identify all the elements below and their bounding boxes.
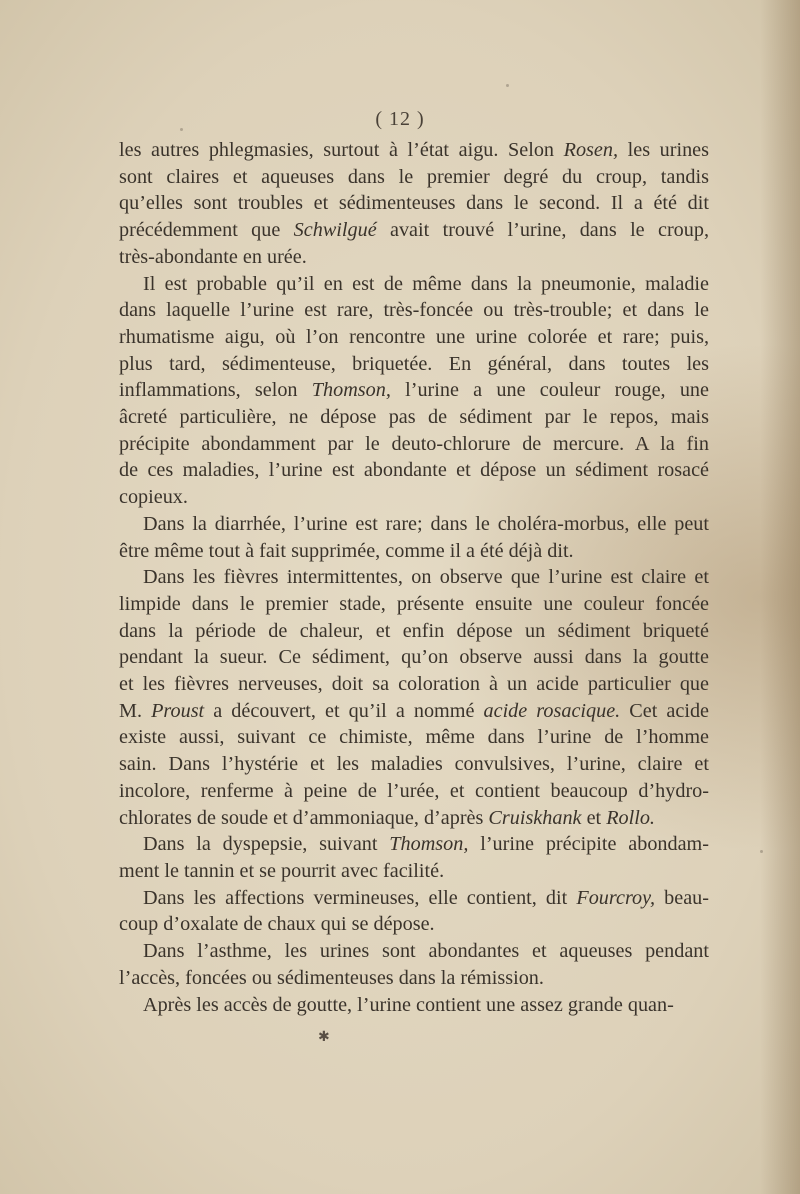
text-run: chlorates de soude et d’ammoniaque, d’après bbox=[119, 806, 489, 829]
paragraph-p7 bbox=[119, 938, 709, 991]
paragraph-p2 bbox=[119, 271, 709, 511]
paper-speck bbox=[490, 545, 493, 548]
text-run: l’urine a une couleur rouge, une bbox=[390, 379, 709, 402]
text-line bbox=[119, 484, 709, 511]
text-run: très-abondante en urée. bbox=[119, 245, 307, 268]
paragraph-p5 bbox=[119, 831, 709, 884]
text-line bbox=[119, 271, 709, 298]
text-run: incolore, renferme à peine de l’urée, et contient beaucoup d’hydro- bbox=[119, 779, 709, 802]
italic-name: acide rosacique. bbox=[483, 699, 621, 722]
text-line bbox=[119, 938, 709, 965]
text-run: précédemment que bbox=[119, 219, 294, 242]
text-run: inflammations, selon bbox=[119, 379, 312, 402]
text-run: Dans les affections vermineuses, elle contient, dit bbox=[143, 886, 577, 909]
page-number: ( 12 ) bbox=[375, 108, 425, 130]
page-edge-shadow bbox=[760, 0, 800, 1194]
paper-speck bbox=[760, 850, 763, 853]
text-line bbox=[119, 538, 709, 565]
text-run: coup d’oxalate de chaux qui se dépose. bbox=[119, 913, 435, 936]
text-run: copieux. bbox=[119, 486, 188, 509]
text-line bbox=[119, 965, 709, 992]
italic-name: Schwilgué bbox=[293, 219, 377, 242]
text-line bbox=[119, 644, 709, 671]
text-line bbox=[119, 805, 709, 832]
text-run: M. bbox=[119, 699, 152, 722]
text-line bbox=[119, 911, 709, 938]
text-run: dans laquelle l’urine est rare, très-foncée ou très-trouble; et dans le bbox=[119, 299, 709, 322]
text-line bbox=[119, 457, 709, 484]
text-run: Dans la diarrhée, l’urine est rare; dans le choléra-morbus, elle peut bbox=[143, 512, 709, 535]
text-line bbox=[119, 244, 709, 271]
text-line bbox=[119, 511, 709, 538]
text-run: Dans les fièvres intermittentes, on observe que l’urine est claire et bbox=[143, 566, 709, 589]
text-line bbox=[119, 698, 709, 725]
italic-name: Proust bbox=[151, 699, 205, 722]
paragraph-p6 bbox=[119, 885, 709, 938]
text-line bbox=[119, 671, 709, 698]
italic-name: Thomson, bbox=[311, 379, 391, 402]
paragraph-p3 bbox=[119, 511, 709, 564]
text-run: existe aussi, suivant ce chimiste, même dans l’urine de l’homme bbox=[119, 726, 709, 749]
text-line bbox=[119, 377, 709, 404]
text-line bbox=[119, 564, 709, 591]
text-line bbox=[119, 858, 709, 885]
text-run: de ces maladies, l’urine est abondante et dépose un sédiment rosacé bbox=[119, 459, 709, 482]
text-line bbox=[119, 324, 709, 351]
body-text bbox=[119, 137, 709, 1018]
text-run: avait trouvé l’urine, dans le croup, bbox=[376, 219, 709, 242]
text-run: les autres phlegmasies, surtout à l’état aigu. Selon bbox=[119, 139, 564, 161]
italic-name: Rollo. bbox=[606, 806, 655, 829]
text-run: précipite abondamment par le deuto-chlorure de mercure. A la fin bbox=[119, 432, 709, 455]
text-run: pendant la sueur. Ce sédiment, qu’on observe aussi dans la goutte bbox=[119, 646, 709, 669]
text-line bbox=[119, 351, 709, 378]
text-run: et les fièvres nerveuses, doit sa coloration à un acide particulier que bbox=[119, 673, 709, 696]
text-run: Il est probable qu’il en est de même dans la pneumonie, maladie bbox=[143, 272, 709, 295]
text-line bbox=[119, 591, 709, 618]
paragraph-p4 bbox=[119, 564, 709, 831]
text-line bbox=[119, 885, 709, 912]
text-run: a découvert, et qu’il a nommé bbox=[204, 699, 484, 722]
text-run: âcreté particulière, ne dépose pas de sédiment par le repos, mais bbox=[119, 406, 709, 429]
text-run: rhumatisme aigu, où l’on rencontre une urine colorée et rare; puis, bbox=[119, 325, 709, 348]
text-line bbox=[119, 217, 709, 244]
text-run: les urines bbox=[618, 139, 709, 161]
text-run: être même tout à fait supprimée, comme il a été déjà dit. bbox=[119, 539, 574, 562]
printer-ornament-icon: ✱ bbox=[318, 1029, 330, 1045]
italic-name: Fourcroy, bbox=[576, 886, 656, 909]
text-run: Dans la dyspepsie, suivant bbox=[143, 833, 390, 856]
text-run: qu’elles sont troubles et sédimenteuses dans le second. Il a été dit bbox=[119, 192, 709, 215]
text-line bbox=[119, 404, 709, 431]
italic-name: Thomson, bbox=[389, 833, 469, 856]
text-run: Après les accès de goutte, l’urine contient une assez grande quan- bbox=[143, 993, 674, 1016]
text-line bbox=[119, 751, 709, 778]
text-run: sont claires et aqueuses dans le premier degré du croup, tandis bbox=[119, 165, 709, 188]
paragraph-p8 bbox=[119, 992, 709, 1019]
text-run: et bbox=[581, 806, 607, 829]
text-run: l’accès, foncées ou sédimenteuses dans la rémission. bbox=[119, 966, 544, 989]
text-line bbox=[119, 831, 709, 858]
text-run: ment le tannin et se pourrit avec facilité. bbox=[119, 859, 445, 882]
text-line bbox=[119, 137, 709, 164]
text-run: dans la période de chaleur, et enfin dépose un sédiment briqueté bbox=[119, 619, 709, 642]
text-line bbox=[119, 992, 709, 1019]
text-run: Cet acide bbox=[620, 699, 710, 722]
text-line bbox=[119, 297, 709, 324]
text-run: sain. Dans l’hystérie et les maladies convulsives, l’urine, claire et bbox=[119, 753, 709, 776]
text-run: beau- bbox=[655, 886, 709, 909]
italic-name: Cruiskhank bbox=[488, 806, 582, 829]
text-line bbox=[119, 618, 709, 645]
text-run: Dans l’asthme, les urines sont abondantes et aqueuses pendant bbox=[143, 940, 709, 963]
text-line bbox=[119, 190, 709, 217]
text-line bbox=[119, 431, 709, 458]
text-run: limpide dans le premier stade, présente ensuite une couleur foncée bbox=[119, 592, 709, 615]
paragraph-p1 bbox=[119, 137, 709, 271]
italic-name: Rosen, bbox=[563, 139, 619, 161]
text-line bbox=[119, 778, 709, 805]
paper-speck bbox=[180, 128, 183, 131]
paper-speck bbox=[506, 84, 509, 87]
text-run: l’urine précipite abondam- bbox=[468, 833, 709, 856]
text-line bbox=[119, 724, 709, 751]
text-line bbox=[119, 164, 709, 191]
text-run: plus tard, sédimenteuse, briquetée. En général, dans toutes les bbox=[119, 352, 709, 375]
